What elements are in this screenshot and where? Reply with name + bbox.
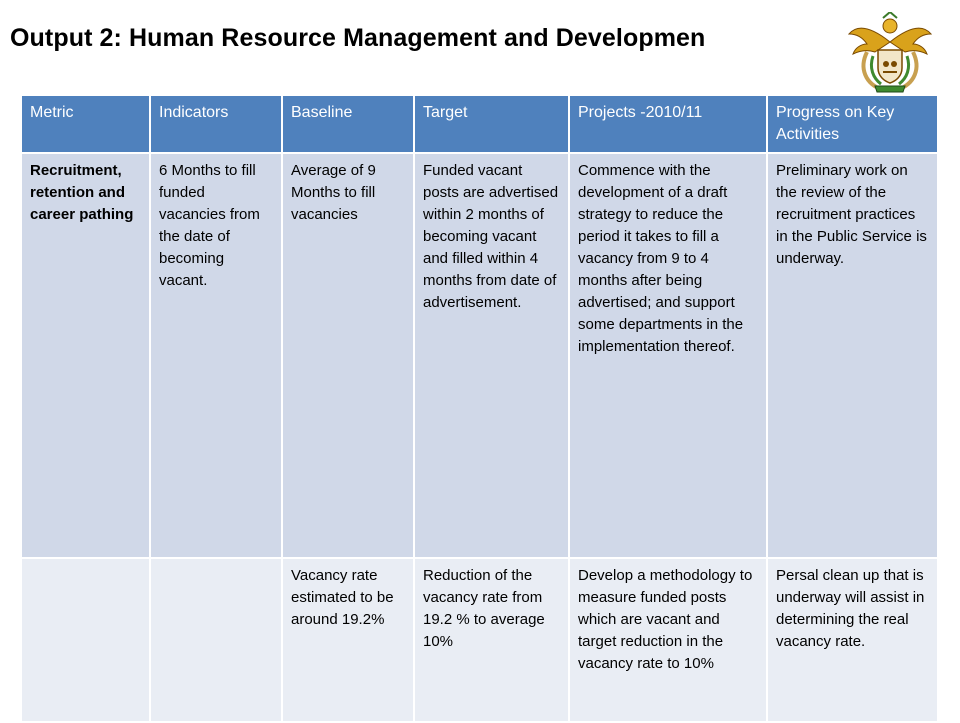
header-target: Target: [414, 96, 569, 153]
header-indicators: Indicators: [150, 96, 282, 153]
cell-metric: [22, 558, 150, 722]
cell-projects: Develop a methodology to measure funded posts which are vacant and target reduction in the vacancy rate to 10%: [569, 558, 767, 722]
coat-of-arms-icon: [845, 12, 935, 94]
hr-metrics-table: [22, 96, 939, 723]
slide-title: Output 2: Human Resource Management and Developmen: [10, 24, 706, 52]
header-baseline: Baseline: [282, 96, 414, 153]
cell-metric: Recruitment, retention and career pathing: [22, 153, 150, 558]
header-projects: Projects -2010/11: [569, 96, 767, 153]
cell-projects: Commence with the development of a draft strategy to reduce the period it takes to fill a vacancy from 9 to 4 months after being advertised; and support some departments in the implementation thereof.: [569, 153, 767, 558]
cell-progress: Preliminary work on the review of the recruitment practices in the Public Service is underway.: [767, 153, 938, 558]
cell-indicators: 6 Months to fill funded vacancies from the date of becoming vacant.: [150, 153, 282, 558]
cell-progress: Persal clean up that is underway will assist in determining the real vacancy rate.: [767, 558, 938, 722]
header-metric: Metric: [22, 96, 150, 153]
cell-target: Funded vacant posts are advertised within 2 months of becoming vacant and filled within 4 months from date of advertisement.: [414, 153, 569, 558]
cell-baseline: Average of 9 Months to fill vacancies: [282, 153, 414, 558]
cell-indicators: [150, 558, 282, 722]
cell-baseline: Vacancy rate estimated to be around 19.2%: [282, 558, 414, 722]
table-header-row: [22, 96, 938, 153]
header-progress: Progress on Key Activities: [767, 96, 938, 153]
cell-target: Reduction of the vacancy rate from 19.2 % to average 10%: [414, 558, 569, 722]
table-row: [22, 153, 938, 558]
table-row: [22, 558, 938, 722]
